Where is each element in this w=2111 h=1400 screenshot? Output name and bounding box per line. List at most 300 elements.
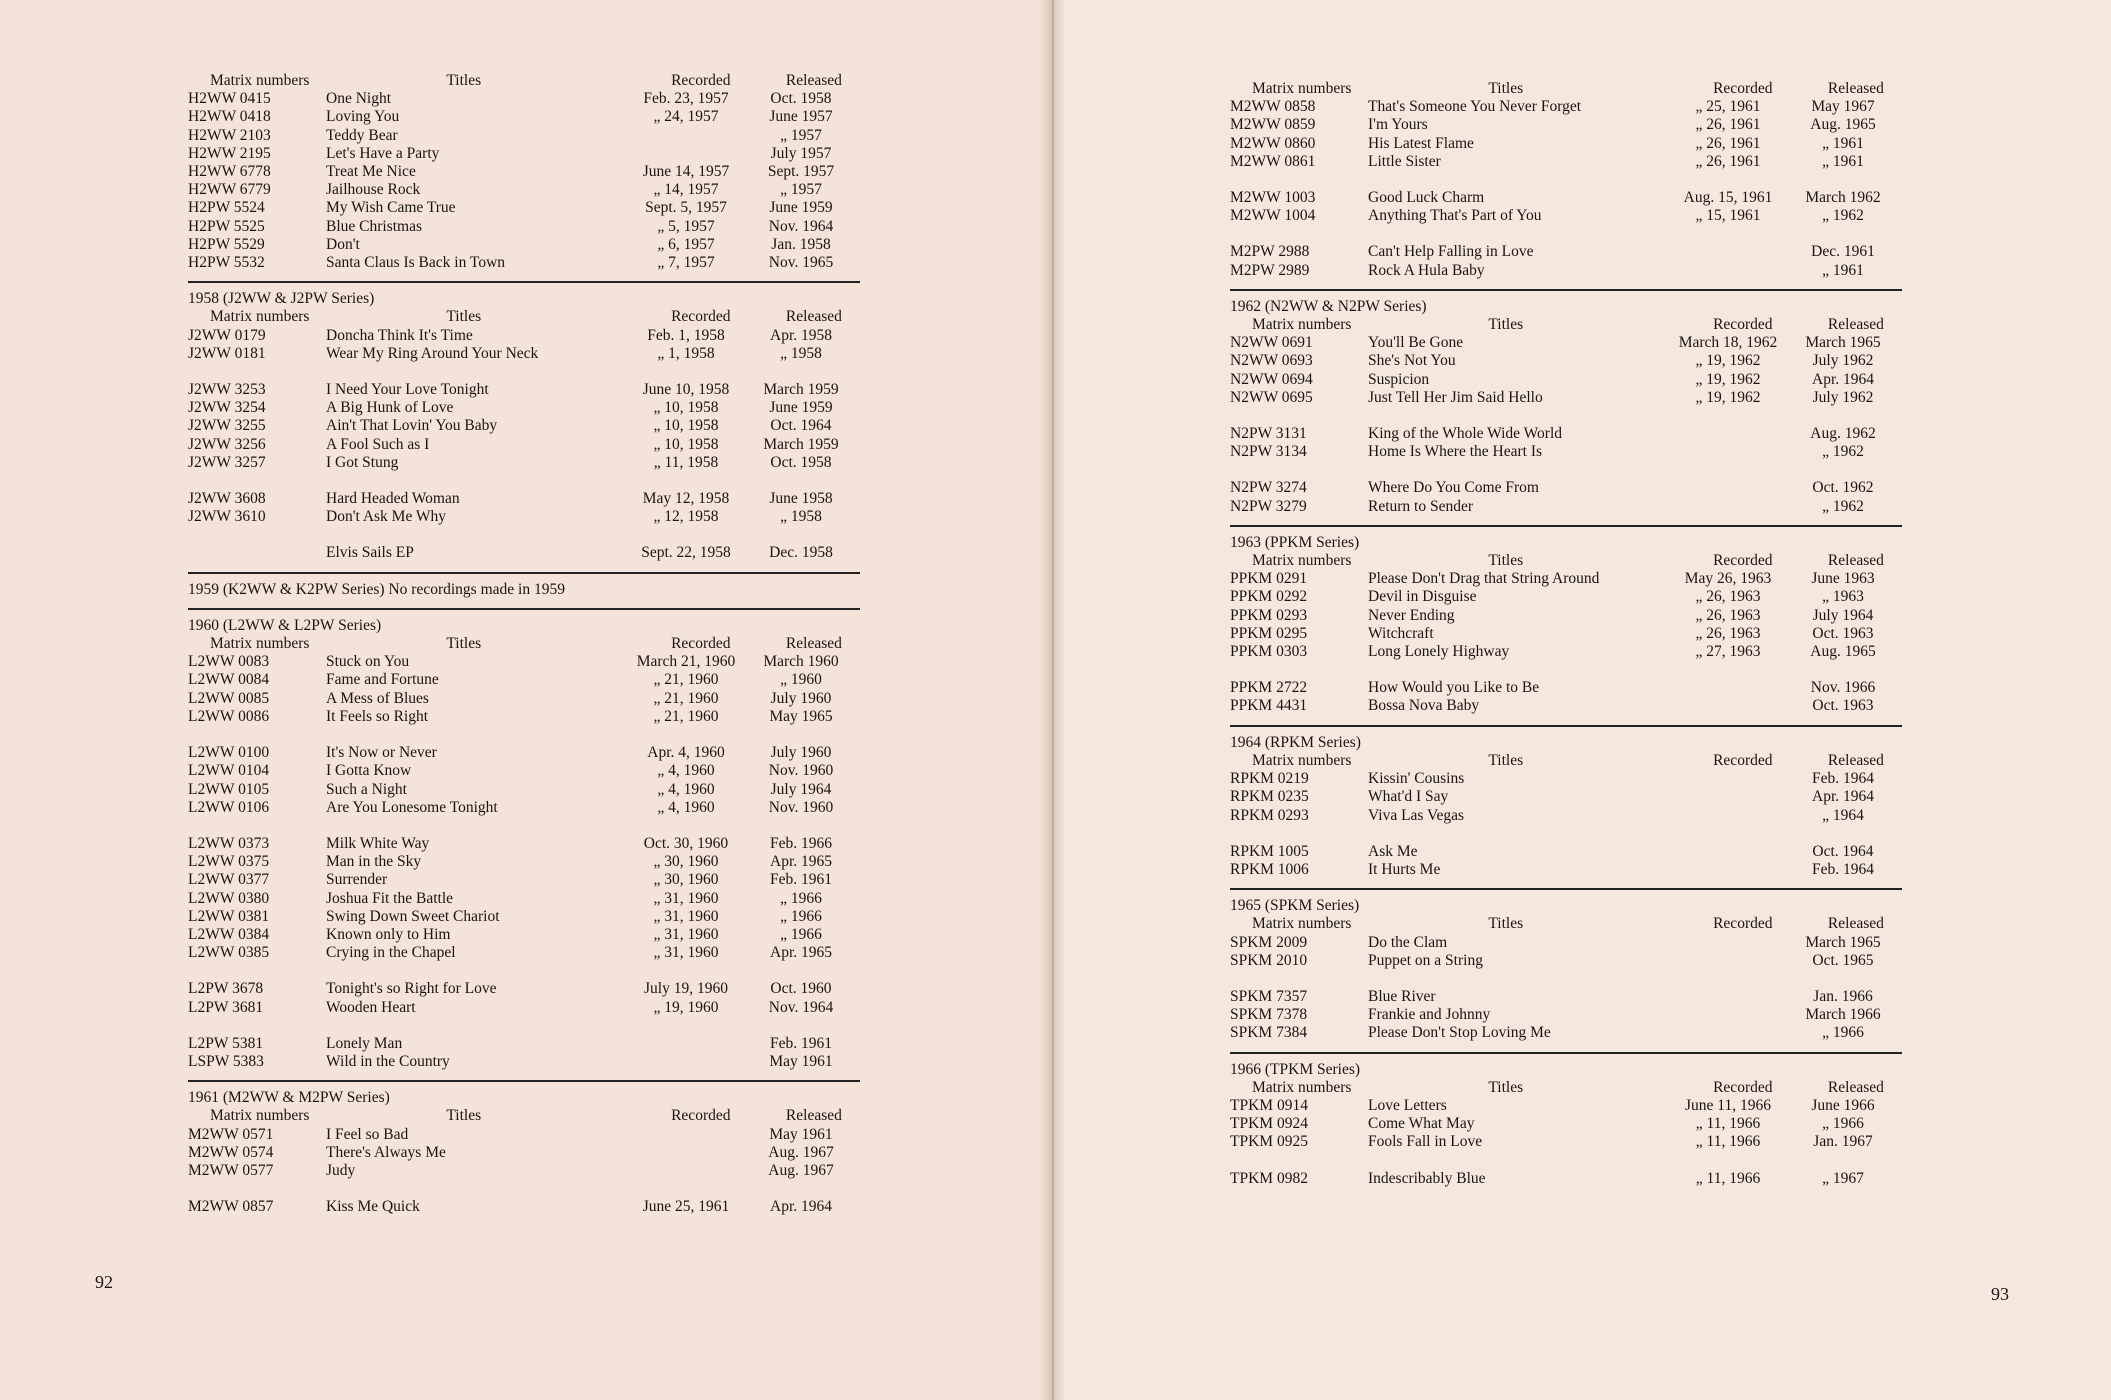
released-date: Dec. 1961 [1811,243,1875,261]
released-date: Jan. 1967 [1813,1133,1873,1151]
header-released: Released [1827,1078,1884,1096]
song-title: Return to Sender [1368,497,1474,515]
matrix-number: PPKM 0292 [1230,588,1308,606]
matrix-number: TPKM 0925 [1230,1133,1308,1151]
table-row [188,399,868,417]
song-title: Surrender [326,871,388,889]
released-date: Apr. 1965 [770,944,832,962]
released-date: July 1960 [770,689,832,707]
recorded-date: „ 26, 1963 [1695,588,1761,606]
released-date: Nov. 1964 [768,998,834,1016]
table-row [1230,425,1910,443]
matrix-number: H2PW 5525 [188,217,265,235]
table-row [1230,1115,1910,1133]
matrix-number: RPKM 0293 [1230,806,1309,824]
header-recorded: Recorded [1713,915,1773,933]
group-spacer [1230,970,1910,988]
column-header-row [188,635,868,653]
table-row [188,999,868,1017]
song-title: His Latest Flame [1368,134,1474,152]
header-matrix-numbers: Matrix numbers [1252,1078,1352,1096]
table-row [1230,843,1910,861]
header-released: Released [1827,915,1884,933]
group-spacer [188,817,868,835]
section-title: 1963 (PPKM Series) [1230,533,1360,551]
matrix-number: PPKM 2722 [1230,679,1308,697]
song-title: Long Lonely Highway [1368,643,1510,661]
section-title: 1965 (SPKM Series) [1230,897,1360,915]
matrix-number: M2PW 2988 [1230,243,1310,261]
matrix-number: J2WW 3256 [188,435,266,453]
song-title: Milk White Way [326,834,430,852]
released-date: Nov. 1960 [768,762,834,780]
matrix-number: PPKM 4431 [1230,697,1308,715]
recorded-date: „ 4, 1960 [657,798,715,816]
recorded-date: „ 12, 1958 [653,508,719,526]
section-divider [1230,525,1902,527]
released-date: Dec. 1958 [769,544,833,562]
matrix-number: N2WW 0693 [1230,352,1313,370]
song-title: Frankie and Johnny [1368,1006,1491,1024]
table-row [188,744,868,762]
recorded-date: „ 26, 1961 [1695,134,1761,152]
song-title: Rock A Hula Baby [1368,261,1485,279]
released-date: „ 1958 [780,344,822,362]
matrix-number: L2WW 0377 [188,871,270,889]
header-recorded: Recorded [1713,751,1773,769]
released-date: „ 1957 [780,126,822,144]
matrix-number: M2WW 0858 [1230,98,1316,116]
released-date: „ 1960 [780,671,822,689]
released-date: Jan. 1958 [771,235,831,253]
recorded-date: „ 31, 1960 [653,907,719,925]
released-date: Oct. 1958 [770,90,832,108]
recorded-date: March 21, 1960 [636,653,736,671]
section-divider [1230,289,1902,291]
released-date: Oct. 1965 [1812,951,1874,969]
header-recorded: Recorded [1713,552,1773,570]
table-row [1230,788,1910,806]
table-row [1230,1170,1910,1188]
table-row [1230,625,1910,643]
released-date: Apr. 1964 [770,1198,832,1216]
released-date: Feb. 1961 [770,871,832,889]
recorded-date: „ 26, 1963 [1695,624,1761,642]
group-spacer [188,1180,868,1198]
matrix-number: J2WW 3608 [188,490,266,508]
recorded-date: March 18, 1962 [1678,334,1778,352]
released-date: March 1962 [1805,189,1881,207]
table-row [1230,988,1910,1006]
column-header-row [188,1107,868,1125]
table-row [188,108,868,126]
song-title: Devil in Disguise [1368,588,1477,606]
recorded-date: „ 19, 1962 [1695,352,1761,370]
song-title: Crying in the Chapel [326,944,456,962]
column-header-row [1230,752,1910,770]
header-recorded: Recorded [671,72,731,89]
table-row [1230,807,1910,825]
table-row [188,762,868,780]
matrix-number: N2PW 3134 [1230,443,1307,461]
released-date: Oct. 1964 [770,417,832,435]
released-date: March 1966 [1805,1006,1881,1024]
table-row [188,508,868,526]
released-date: May 1967 [1811,98,1875,116]
released-date: „ 1967 [1822,1169,1864,1187]
song-title: One Night [326,90,392,108]
released-date: Jan. 1966 [1813,987,1873,1005]
matrix-number: H2PW 5524 [188,199,265,217]
column-header-row [1230,316,1910,334]
section-divider [1230,1052,1902,1054]
matrix-number: L2WW 0100 [188,744,270,762]
released-date: June 1958 [769,490,833,508]
recorded-date: „ 30, 1960 [653,871,719,889]
matrix-number: N2WW 0691 [1230,334,1313,352]
released-date: Aug. 1967 [768,1143,834,1161]
song-title: Can't Help Falling in Love [1368,243,1534,261]
matrix-number: M2PW 2989 [1230,261,1310,279]
header-matrix-numbers: Matrix numbers [1252,552,1352,570]
column-header-row [1230,80,1910,98]
released-date: March 1965 [1805,334,1881,352]
song-title: Anything That's Part of You [1368,207,1542,225]
recorded-date: „ 11, 1966 [1695,1133,1761,1151]
section-title: 1961 (M2WW & M2PW Series) [188,1089,390,1107]
matrix-number: M2WW 0859 [1230,116,1316,134]
song-title: Home Is Where the Heart Is [1368,443,1543,461]
table-row [188,327,868,345]
matrix-number: L2WW 0375 [188,853,270,871]
recorded-date: June 11, 1966 [1685,1096,1771,1114]
song-title: It Feels so Right [326,707,429,725]
table-row [188,926,868,944]
song-title: Ask Me [1368,842,1418,860]
released-date: May 1965 [769,707,833,725]
header-titles: Titles [1488,316,1524,334]
header-titles: Titles [1488,915,1524,933]
recorded-date: „ 24, 1957 [653,108,719,126]
released-date: „ 1961 [1822,261,1864,279]
matrix-number: H2WW 2195 [188,144,271,162]
header-matrix-numbers: Matrix numbers [210,72,310,89]
matrix-number: L2WW 0104 [188,762,270,780]
section-divider [1230,888,1902,890]
section-divider [188,572,860,574]
song-title: Bossa Nova Baby [1368,697,1480,715]
recorded-date: „ 6, 1957 [657,235,715,253]
released-date: Oct. 1963 [1812,624,1874,642]
table-row [188,799,868,817]
matrix-number: PPKM 0293 [1230,606,1308,624]
song-title: I Got Stung [326,453,399,471]
matrix-number: L2PW 3681 [188,998,264,1016]
recorded-date: „ 21, 1960 [653,671,719,689]
table-row [1230,588,1910,606]
matrix-number: L2WW 0381 [188,907,270,925]
matrix-number: L2PW 3678 [188,980,264,998]
song-title: Judy [326,1161,356,1179]
recorded-date: „ 4, 1960 [657,762,715,780]
matrix-number: N2WW 0694 [1230,370,1313,388]
header-released: Released [785,635,842,653]
header-recorded: Recorded [671,635,731,653]
header-titles: Titles [1488,80,1524,97]
header-titles: Titles [1488,552,1524,570]
recorded-date: „ 7, 1957 [657,254,715,272]
section-divider [188,281,860,283]
matrix-number: M2WW 0574 [188,1143,274,1161]
header-titles: Titles [1488,1078,1524,1096]
song-title: Just Tell Her Jim Said Hello [1368,388,1543,406]
song-title: Don't Ask Me Why [326,508,447,526]
matrix-number: L2WW 0085 [188,689,270,707]
song-title: It's Now or Never [326,744,437,762]
table-row [188,653,868,671]
released-date: May 1961 [769,1125,833,1143]
recorded-date: „ 11, 1966 [1695,1115,1761,1133]
column-header-row [188,308,868,326]
matrix-number: RPKM 1006 [1230,860,1309,878]
matrix-number: L2WW 0385 [188,944,270,962]
table-row [188,127,868,145]
song-title: Known only to Him [326,925,451,943]
group-spacer [1230,461,1910,479]
song-title: Come What May [1368,1115,1475,1133]
song-title: Indescribably Blue [1368,1169,1486,1187]
table-row [188,944,868,962]
group-spacer [1230,225,1910,243]
table-row [188,181,868,199]
table-row [1230,607,1910,625]
matrix-number: LSPW 5383 [188,1052,264,1070]
table-row [188,1035,868,1053]
released-date: „ 1961 [1822,152,1864,170]
header-titles: Titles [446,635,482,653]
header-titles: Titles [1488,751,1524,769]
table-row [1230,1097,1910,1115]
song-title: That's Someone You Never Forget [1368,98,1582,116]
song-title: How Would you Like to Be [1368,679,1540,697]
song-title: Blue Christmas [326,217,423,235]
matrix-number: J2WW 3255 [188,417,266,435]
column-header-row [1230,915,1910,933]
released-date: Feb. 1966 [770,834,832,852]
released-date: June 1957 [769,108,833,126]
header-recorded: Recorded [671,308,731,326]
released-date: Feb. 1964 [1812,770,1874,788]
recorded-date: „ 21, 1960 [653,689,719,707]
song-title: Fame and Fortune [326,671,439,689]
table-row [188,1162,868,1180]
header-matrix-numbers: Matrix numbers [1252,316,1352,334]
header-titles: Titles [446,308,482,326]
released-date: „ 1963 [1822,588,1864,606]
released-date: Aug. 1965 [1810,643,1876,661]
recorded-date: „ 15, 1961 [1695,207,1761,225]
song-title: A Mess of Blues [326,689,429,707]
song-title: There's Always Me [326,1143,446,1161]
section-title: 1958 (J2WW & J2PW Series) [188,290,375,308]
released-date: „ 1957 [780,181,822,199]
table-row [1230,861,1910,879]
header-recorded: Recorded [671,1107,731,1125]
header-matrix-numbers: Matrix numbers [210,635,310,653]
table-row [188,436,868,454]
group-spacer [188,962,868,980]
page-number-left: 92 [95,1272,113,1292]
released-date: Nov. 1965 [768,254,834,272]
group-spacer [188,526,868,544]
released-date: Nov. 1960 [768,798,834,816]
table-row [1230,153,1910,171]
table-row [1230,679,1910,697]
recorded-date: „ 27, 1963 [1695,643,1761,661]
matrix-number: SPKM 7378 [1230,1006,1308,1024]
released-date: Oct. 1962 [1812,479,1874,497]
recorded-date: Aug. 15, 1961 [1683,189,1773,207]
released-date: „ 1962 [1822,497,1864,515]
song-title: She's Not You [1368,352,1456,370]
table-row [188,490,868,508]
matrix-number: H2PW 5532 [188,254,265,272]
song-title: I Need Your Love Tonight [326,381,489,399]
song-title: You'll Be Gone [1368,334,1464,352]
table-row [1230,1024,1910,1042]
table-row [1230,643,1910,661]
group-spacer [1230,825,1910,843]
recorded-date: „ 1, 1958 [657,344,715,362]
table-row [1230,479,1910,497]
table-row [188,218,868,236]
matrix-number: TPKM 0914 [1230,1096,1308,1114]
matrix-number: M2WW 0571 [188,1125,274,1143]
recorded-date: „ 10, 1958 [653,435,719,453]
released-date: June 1959 [769,399,833,417]
matrix-number: RPKM 0235 [1230,788,1309,806]
recorded-date: „ 30, 1960 [653,853,719,871]
table-row [1230,389,1910,407]
song-title: My Wish Came True [326,199,456,217]
song-title: Witchcraft [1368,624,1434,642]
recorded-date: June 14, 1957 [642,163,730,181]
released-date: „ 1962 [1822,207,1864,225]
recorded-date: „ 26, 1961 [1695,116,1761,134]
right-page [1053,0,2111,1400]
released-date: Apr. 1958 [770,326,832,344]
matrix-number: PPKM 0295 [1230,624,1308,642]
table-row [188,1126,868,1144]
page-number-right: 93 [1991,1284,2009,1304]
recorded-date: „ 25, 1961 [1695,98,1761,116]
recorded-date: „ 31, 1960 [653,944,719,962]
recorded-date: „ 14, 1957 [653,181,719,199]
table-row [1230,243,1910,261]
song-title: Viva Las Vegas [1368,806,1465,824]
recorded-date: „ 31, 1960 [653,889,719,907]
table-row [188,835,868,853]
song-title: A Big Hunk of Love [326,399,454,417]
matrix-number: L2WW 0380 [188,889,270,907]
song-title: Ain't That Lovin' You Baby [326,417,498,435]
header-released: Released [785,1107,842,1125]
released-date: Sept. 1957 [767,163,835,181]
song-title: Don't [326,235,360,253]
table-row [188,1053,868,1071]
table-row [188,544,868,562]
matrix-number: M2WW 1003 [1230,189,1316,207]
released-date: Apr. 1965 [770,853,832,871]
matrix-number: PPKM 0291 [1230,570,1308,588]
table-row [1230,135,1910,153]
table-row [188,781,868,799]
released-date: „ 1966 [780,925,822,943]
song-title: A Fool Such as I [326,435,430,453]
song-title: Please Don't Stop Loving Me [1368,1024,1551,1042]
released-date: Aug. 1965 [1810,116,1876,134]
header-recorded: Recorded [1713,316,1773,334]
matrix-number: RPKM 1005 [1230,842,1309,860]
song-title: I Gotta Know [326,762,412,780]
table-row [188,1198,868,1216]
table-row [188,254,868,272]
matrix-number: J2WW 3254 [188,399,266,417]
table-row [188,163,868,181]
song-title: I'm Yours [1368,116,1428,134]
song-title: Wooden Heart [326,998,416,1016]
table-row [188,980,868,998]
table-row [1230,207,1910,225]
song-title: Man in the Sky [326,853,422,871]
table-row [1230,334,1910,352]
song-title: Such a Night [326,780,407,798]
group-spacer [1230,171,1910,189]
table-row [188,871,868,889]
header-matrix-numbers: Matrix numbers [1252,80,1352,97]
table-row [188,908,868,926]
table-row [188,708,868,726]
table-row [1230,352,1910,370]
released-date: „ 1966 [1822,1115,1864,1133]
recorded-date: „ 19, 1962 [1695,388,1761,406]
song-title: I Feel so Bad [326,1125,409,1143]
header-matrix-numbers: Matrix numbers [1252,751,1352,769]
released-date: July 1962 [1812,388,1874,406]
group-spacer [188,472,868,490]
header-matrix-numbers: Matrix numbers [210,308,310,326]
song-title: It Hurts Me [1368,860,1441,878]
matrix-number: SPKM 2009 [1230,933,1308,951]
released-date: „ 1961 [1822,134,1864,152]
song-title: Stuck on You [326,653,410,671]
released-date: Apr. 1964 [1812,370,1874,388]
song-title: Suspicion [1368,370,1430,388]
matrix-number: SPKM 7384 [1230,1024,1308,1042]
group-spacer [188,1017,868,1035]
matrix-number: TPKM 0982 [1230,1169,1308,1187]
recorded-date: Apr. 4, 1960 [647,744,725,762]
released-date: June 1963 [1811,570,1875,588]
table-row [188,145,868,163]
song-title: Swing Down Sweet Chariot [326,907,500,925]
table-row [1230,934,1910,952]
released-date: Nov. 1966 [1810,679,1876,697]
recorded-date: July 19, 1960 [644,980,728,998]
matrix-number: L2WW 0106 [188,798,270,816]
matrix-number: M2WW 0860 [1230,134,1316,152]
song-title: King of the Whole Wide World [1368,425,1562,443]
